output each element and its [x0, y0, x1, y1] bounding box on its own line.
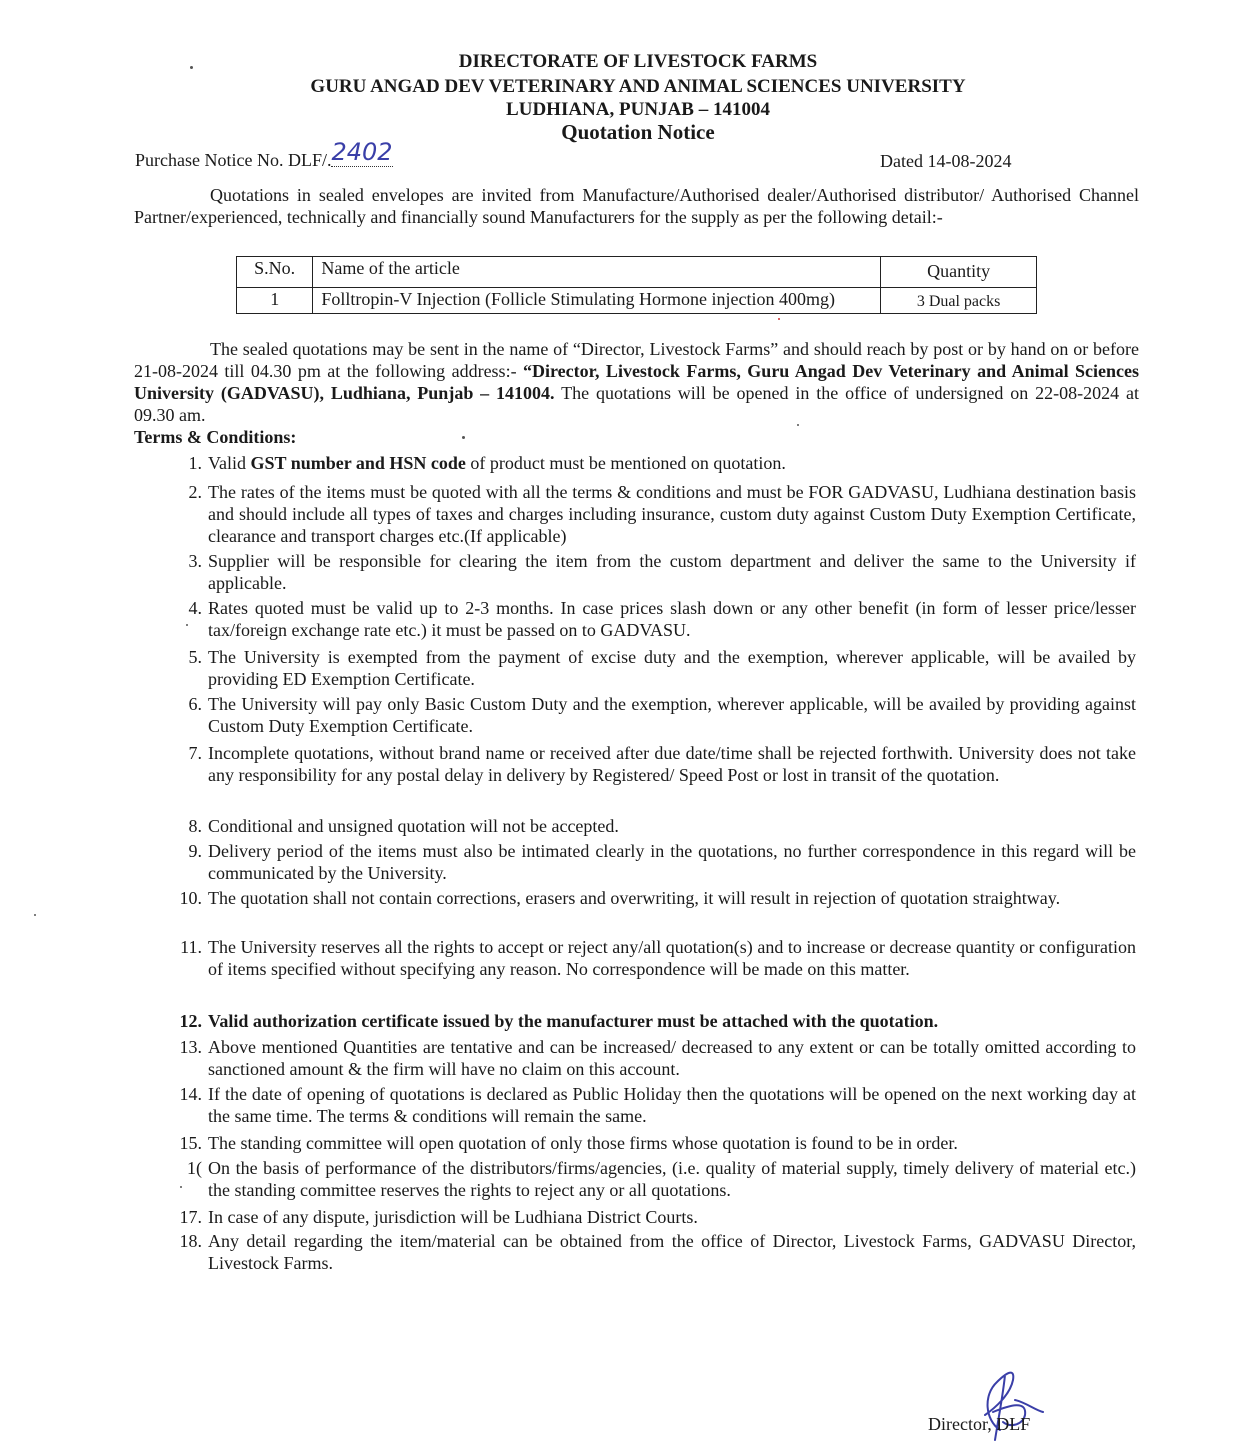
- cell-sno: 1: [237, 288, 313, 314]
- term-item: [166, 815, 1136, 837]
- submission-address: “Director, Livestock Farms, Guru Angad Dev Veterinary and Animal Sciences University (GADVASU), Ludhiana, Punjab – 141004.: [134, 361, 1140, 403]
- scan-speck: [34, 914, 36, 916]
- term-text-part: Valid: [208, 453, 251, 473]
- term-number: 10.: [179, 888, 202, 908]
- term-number: 2.: [188, 482, 202, 502]
- term-text: The University is exempted from the payment of excise duty and the exemption, wherever applicable, will be availed by providing ED Exemption Certificate.: [208, 647, 1136, 689]
- term-text: The quotation shall not contain corrections, erasers and overwriting, it will result in rejection of quotation straightway.: [208, 888, 1061, 908]
- term-text: The University reserves all the rights to accept or reject any/all quotation(s) and to increase or decrease quantity or configuration of items specified without specifying any reason. No correspondence will be made on this matter.: [208, 937, 1136, 979]
- term-text: Above mentioned Quantities are tentative and can be increased/ decreased to any extent or can be totally omitted according to sanctioned amount & the firm will have no claim on this account.: [208, 1037, 1136, 1079]
- opening-text: The quotations will be opened in the office of undersigned on 22-08-2024 at 09.30 am.: [134, 383, 1139, 425]
- term-text: Delivery period of the items must also be intimated clearly in the quotations, no further correspondence in this regard will be communicated by the University.: [208, 841, 1136, 883]
- term-item: [166, 742, 1136, 786]
- document-title: Quotation Notice: [561, 120, 715, 144]
- term-text: The University will pay only Basic Custom Duty and the exemption, wherever applicable, will be availed by providing against Custom Duty Exemption Certificate.: [208, 694, 1136, 736]
- cell-article: Folltropin-V Injection (Follicle Stimulating Hormone injection 400mg): [313, 288, 881, 314]
- term-text: Supplier will be responsible for clearing the item from the custom department and deliver the same to the University if applicable.: [208, 551, 1136, 593]
- term-text: The standing committee will open quotation of only those firms whose quotation is found to be in order.: [208, 1133, 958, 1153]
- term-number: 18.: [179, 1231, 202, 1251]
- term-item: [166, 1206, 1136, 1228]
- term-number: 13.: [179, 1037, 202, 1057]
- term-item: [166, 1036, 1136, 1080]
- submission-text: The sealed quotations may be sent in the name of “Director, Livestock Farms” and should reach by post or by hand on or before 21-08-2024 till 04.30 pm at the following address:-: [134, 339, 1139, 381]
- term-item: [166, 646, 1136, 690]
- term-number: 9.: [188, 841, 202, 861]
- scan-speck: [462, 436, 465, 439]
- term-text: If the date of opening of quotations is declared as Public Holiday then the quotations will be opened on the next working day at the same time. The terms & conditions will remain the same.: [208, 1084, 1136, 1126]
- column-header-article: Name of the article: [313, 257, 881, 288]
- term-number: 1(: [187, 1158, 202, 1178]
- term-item: [166, 550, 1136, 594]
- term-number: 5.: [188, 647, 202, 667]
- term-number: 12.: [179, 1011, 202, 1031]
- term-item: [166, 1230, 1136, 1274]
- term-item: [166, 452, 1136, 474]
- term-item: [166, 693, 1136, 737]
- table-row: [237, 288, 1037, 314]
- intro-paragraph: Quotations in sealed envelopes are invited from Manufacture/Authorised dealer/Authorised distributor/ Authorised Channel Partner/experienced, technically and financially sound Manufacturers for the supply as per the following detail:-: [134, 185, 1139, 227]
- term-number: 4.: [188, 598, 202, 618]
- term-item: [166, 936, 1136, 980]
- column-header-quantity: Quantity: [881, 257, 1037, 288]
- notice-prefix: Purchase Notice No. DLF/.: [135, 150, 332, 170]
- purchase-notice-number: [135, 138, 393, 172]
- term-text: In case of any dispute, jurisdiction will be Ludhiana District Courts.: [208, 1207, 698, 1227]
- term-text: On the basis of performance of the distributors/firms/agencies, (i.e. quality of material supply, timely delivery of material etc.) the standing committee reserves the rights to reject any or all quotations.: [208, 1158, 1136, 1200]
- term-number: 8.: [188, 816, 202, 836]
- term-item: [166, 840, 1136, 884]
- signatory-title: Director, DLF: [928, 1414, 1031, 1434]
- terms-heading: Terms & Conditions:: [134, 427, 297, 447]
- term-item: [166, 597, 1136, 641]
- term-number: 14.: [179, 1084, 202, 1104]
- column-header-sno: S.No.: [237, 257, 313, 288]
- term-number: 1.: [188, 453, 202, 473]
- scan-speck: [778, 318, 780, 320]
- term-item: [166, 481, 1136, 547]
- term-text-part: of product must be mentioned on quotation.: [465, 453, 786, 473]
- term-number: 7.: [188, 743, 202, 763]
- term-text: The rates of the items must be quoted with all the terms & conditions and must be FOR GADVASU, Ludhiana destination basis and should include all types of taxes and charges including insurance, custom duty against Custom Duty Exemption Certificate, clearance and transport charges etc.(If applicable): [208, 482, 1136, 546]
- submission-paragraph: [134, 338, 1139, 426]
- term-number: 3.: [188, 551, 202, 571]
- term-number: 15.: [179, 1133, 202, 1153]
- cell-quantity: 3 Dual packs: [881, 288, 1037, 314]
- term-text: [208, 452, 1136, 474]
- term-text-bold: GST number and HSN code: [250, 453, 466, 473]
- header-address: LUDHIANA, PUNJAB – 141004: [506, 99, 770, 120]
- term-item: [166, 1157, 1136, 1201]
- term-item: [166, 887, 1136, 909]
- term-item: [166, 1083, 1136, 1127]
- term-text: Valid authorization certificate issued by the manufacturer must be attached with the quotation.: [208, 1011, 939, 1031]
- term-text: Incomplete quotations, without brand name or received after due date/time shall be rejected forthwith. University does not take any responsibility for any postal delay in delivery by Registered/ Speed Post or lost in transit of the quotation.: [208, 743, 1136, 785]
- term-text: Any detail regarding the item/material can be obtained from the office of Director, Livestock Farms, GADVASU Director, Livestock Farms.: [208, 1231, 1136, 1273]
- header-directorate: DIRECTORATE OF LIVESTOCK FARMS: [458, 51, 818, 72]
- items-table: [236, 256, 1037, 314]
- term-number: 17.: [179, 1207, 202, 1227]
- term-number: 6.: [188, 694, 202, 714]
- term-number: 11.: [180, 937, 202, 957]
- term-text: Conditional and unsigned quotation will not be accepted.: [208, 816, 619, 836]
- notice-date: Dated 14-08-2024: [880, 151, 1012, 171]
- handwritten-notice-number: 2402: [331, 138, 393, 166]
- term-item: [166, 1010, 1136, 1032]
- table-header-row: [237, 257, 1037, 288]
- header-university: GURU ANGAD DEV VETERINARY AND ANIMAL SCIENCES UNIVERSITY: [310, 76, 966, 97]
- term-text: Rates quoted must be valid up to 2-3 months. In case prices slash down or any other benefit (in form of lesser price/lesser tax/foreign exchange rate etc.) it must be passed on to GADVASU.: [208, 598, 1136, 640]
- term-item: [166, 1132, 1136, 1154]
